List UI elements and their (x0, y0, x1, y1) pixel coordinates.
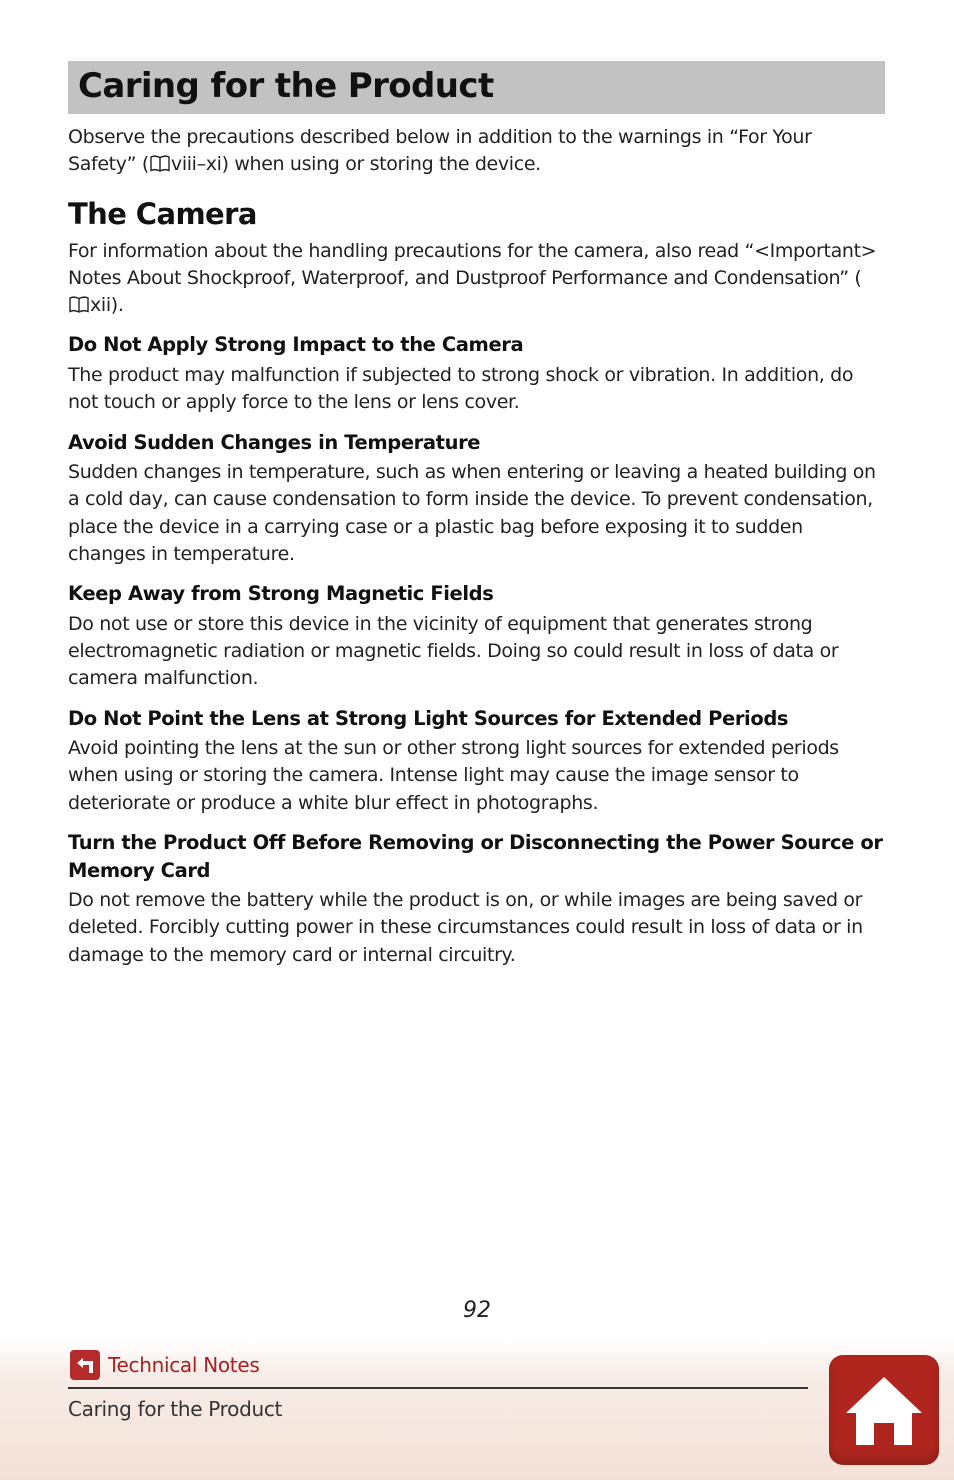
camera-intro-paragraph: For information about the handling precautions for the camera, also read “<Important> Notes About Shockproof, Waterproof, and Dustproof Performance and Condensation” (xii). (68, 239, 877, 317)
subsection-body: Do not remove the battery while the product is on, or while images are being saved or deleted. Forcibly cutting power in these circumstances could result in loss of data or in damage to the memory card or internal circuitry. (68, 889, 863, 966)
intro-page-reference[interactable]: viii–xi (170, 153, 222, 176)
book-reference-icon (69, 296, 89, 313)
subsection-body: Avoid pointing the lens at the sun or other strong light sources for extended periods when using or storing the camera. Intense light may cause the image sensor to deteriorate or produce a white blur effect in photographs. (68, 737, 839, 814)
home-icon (842, 1373, 926, 1449)
subsection-body: The product may malfunction if subjected to strong shock or vibration. In addition, do not touch or apply force to the lens or lens cover. (68, 363, 854, 414)
section-heading-camera: The Camera (68, 196, 257, 231)
footer (0, 1340, 954, 1480)
subsection-power-off (68, 829, 883, 969)
technical-notes-link[interactable] (70, 1350, 259, 1380)
subsection-heading: Turn the Product Off Before Removing or Disconnecting the Power Source or Memory Card (68, 831, 883, 882)
footer-divider (68, 1387, 808, 1389)
subsection-heading: Do Not Point the Lens at Strong Light Sources for Extended Periods (68, 706, 789, 730)
subsection-heading: Do Not Apply Strong Impact to the Camera (68, 333, 524, 357)
subsection-impact (68, 331, 883, 416)
page-title-bar (68, 61, 885, 114)
subsection-heading: Avoid Sudden Changes in Temperature (68, 430, 481, 454)
subsection-body: Sudden changes in temperature, such as when entering or leaving a heated building on a cold day, can cause condensation to form inside the device. To prevent condensation, place the device in a carrying case or a plastic bag before exposing it to sudden changes in temperature. (68, 461, 876, 565)
intro-paragraph: Observe the precautions described below in addition to the warnings in “For Your Safety” ( viii–xi) when using or storing the device. (68, 126, 812, 176)
camera-page-reference[interactable]: xii (90, 294, 111, 317)
main-content (68, 124, 883, 981)
back-arrow-icon[interactable] (70, 1350, 100, 1380)
subsection-light-sources (68, 705, 883, 817)
home-button[interactable] (829, 1355, 939, 1465)
subsection-magnetic (68, 580, 883, 692)
subsection-temperature (68, 429, 883, 569)
page-number: 92 (463, 1298, 491, 1323)
footer-breadcrumb: Caring for the Product (68, 1397, 283, 1421)
footer-link-label[interactable]: Technical Notes (108, 1353, 260, 1377)
book-reference-icon (150, 155, 170, 172)
subsection-heading: Keep Away from Strong Magnetic Fields (68, 582, 494, 606)
subsection-body: Do not use or store this device in the vicinity of equipment that generates strong electromagnetic radiation or magnetic fields. Doing so could result in loss of data or camera malfunction. (68, 612, 839, 690)
page-title: Caring for the Product (78, 66, 494, 106)
